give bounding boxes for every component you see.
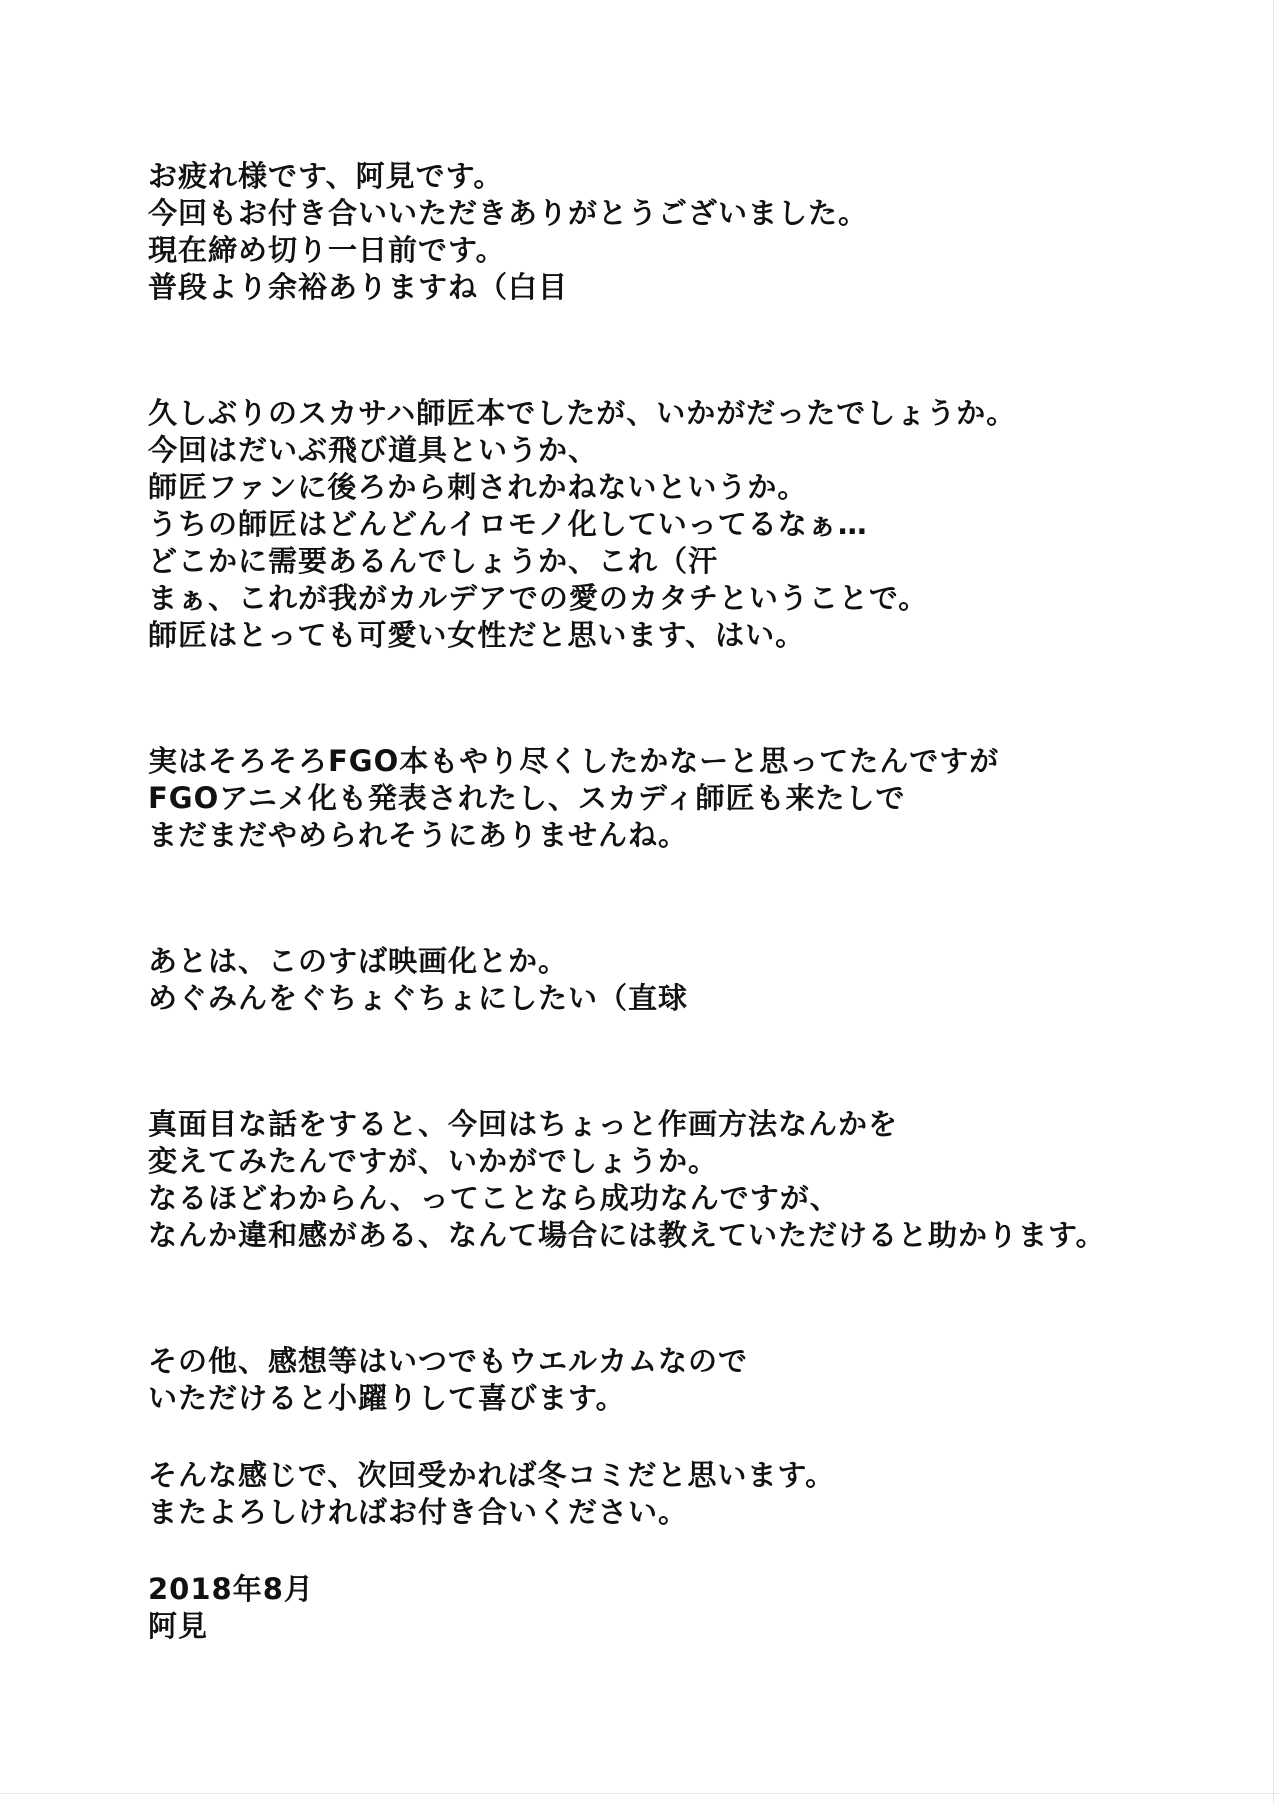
paragraph-scathach-book	[148, 395, 1228, 654]
text-line: なるほどわからん、ってことなら成功なんですが、	[148, 1181, 840, 1215]
text-line: その他、感想等はいつでもウエルカムなので	[148, 1344, 749, 1378]
paragraph-fgo	[148, 743, 1228, 854]
page-edge-bottom	[0, 1793, 1280, 1794]
text-line: 真面目な話をすると、今回はちょっと作画方法なんかを	[148, 1107, 899, 1141]
text-line: 今回はだいぶ飛び道具というか、	[148, 433, 599, 467]
text-line: めぐみんをぐちょぐちょにしたい（直球	[148, 981, 689, 1015]
text-line: まだまだやめられそうにありませんね。	[148, 818, 689, 852]
text-line: 普段より余裕ありますね（白目	[148, 270, 569, 304]
paragraph-konosuba	[148, 943, 1228, 1017]
signature-author: 阿見	[148, 1609, 209, 1643]
paragraph-drawing-method	[148, 1106, 1228, 1254]
text-line: そんな感じで、次回受かれば冬コミだと思います。	[148, 1458, 836, 1492]
text-line: 師匠はとっても可愛い女性だと思います、はい。	[148, 618, 806, 652]
paragraph-closing	[148, 1457, 1228, 1531]
text-line: またよろしければお付き合いください。	[148, 1495, 689, 1529]
text-line: うちの師匠はどんどんイロモノ化していってるなぁ…	[148, 507, 868, 541]
text-line: どこかに需要あるんでしょうか、これ（汗	[148, 544, 719, 578]
text-line: 実はそろそろFGO本もやり尽くしたかなーと思ってたんですが	[148, 744, 1000, 778]
text-line: お疲れ様です、阿見です。	[148, 159, 504, 193]
text-line: あとは、このすば映画化とか。	[148, 944, 569, 978]
text-line: 今回もお付き合いいただきありがとうございました。	[148, 196, 869, 230]
paragraph-feedback	[148, 1343, 1228, 1417]
page-edge-right	[1273, 0, 1274, 1804]
signature-date: 2018年8月	[148, 1572, 314, 1606]
text-line: いただけると小躍りして喜びます。	[148, 1381, 626, 1415]
text-line: 師匠ファンに後ろから刺されかねないというか。	[148, 470, 808, 504]
text-line: なんか違和感がある、なんて場合には教えていただけると助かります。	[148, 1218, 1106, 1252]
text-line: 現在締め切り一日前です。	[148, 233, 506, 267]
text-line: 久しぶりのスカサハ師匠本でしたが、いかがだったでしょうか。	[148, 396, 1017, 430]
afterword-text	[148, 158, 1228, 1645]
text-line: まぁ、これが我がカルデアでの愛のカタチということで。	[148, 581, 929, 615]
text-line: 変えてみたんですが、いかがでしょうか。	[148, 1144, 719, 1178]
paragraph-greeting	[148, 158, 1228, 306]
text-line: FGOアニメ化も発表されたし、スカディ師匠も来たしで	[148, 781, 906, 815]
signature-block	[148, 1571, 1228, 1645]
